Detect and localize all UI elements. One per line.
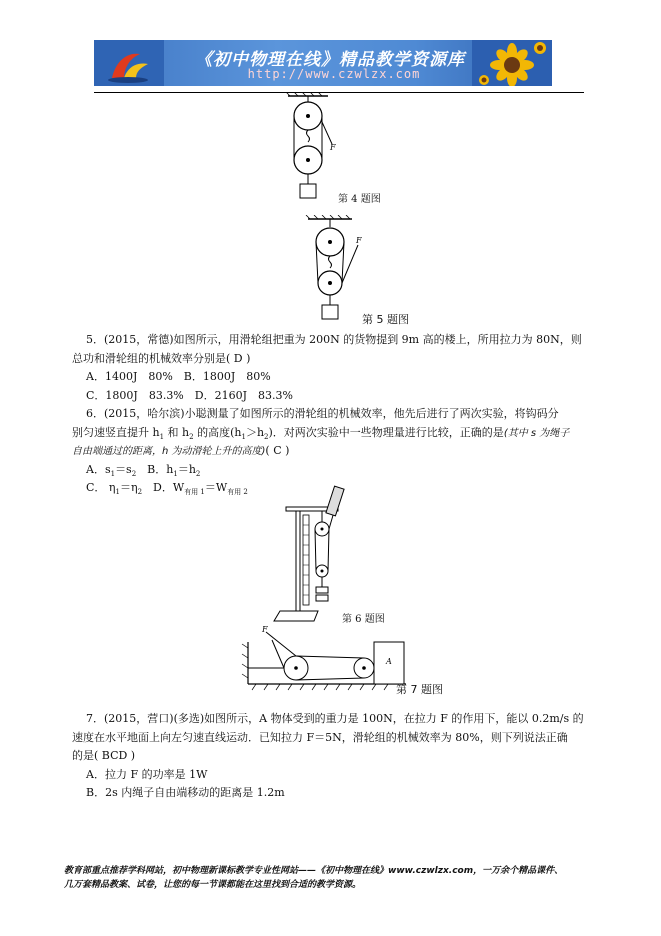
q5-options-ab: A．1400J 80% B．1800J 80% [86, 370, 271, 383]
figure-5-pulley-diagram [300, 215, 380, 325]
q6-line-3: 自由端通过的距离，h 为动滑轮上升的高度)( C ) [72, 444, 290, 457]
figure-7-pulley-diagram [236, 624, 406, 694]
q5-line-1: 5．(2015，常德)如图所示，用滑轮组把重为 200N 的货物提到 9m 高的楼上，所用拉力为 80N，则 [86, 333, 582, 346]
figure-7-caption: 第 7 题图 [396, 683, 443, 696]
banner-url: http://www.czwlzx.com [247, 67, 421, 81]
q7-line-2: 速度在水平地面上向左匀速直线运动．已知拉力 F＝5N，滑轮组的机械效率为 80%，则下列说法正确 [72, 730, 568, 744]
q7-option-a: A．拉力 F 的功率是 1W [86, 767, 208, 781]
q6-line-2: 别匀速竖直提升 $h_1$ 和 $h_2$ 的高度$(h_1>h_2)$．对两次实验中一些物理量进行比较，正确的是(其中 s 为绳子 [72, 425, 570, 441]
figure-4-label-f: F [330, 143, 336, 152]
page-footer [64, 864, 604, 892]
q6-options-ab: A．$s_1=s_2$ B．$h_1=h_2$ [86, 462, 201, 478]
question-6 [72, 405, 592, 498]
q7-option-b: B．2s 内绳子自由端移动的距离是 1.2m [86, 786, 285, 799]
q6-line-1: 6．(2015，哈尔滨)小聪测量了如图所示的滑轮组的机械效率，他先后进行了两次实验，将钩码分 [86, 407, 559, 420]
q5-line-2: 总功和滑轮组的机械效率分别是( D ) [72, 351, 251, 365]
figure-4-pulley-diagram [280, 92, 360, 202]
figure-5-caption: 第 5 题图 [362, 313, 409, 326]
q6-options-cd: C． $\eta_1=\eta_2$ D．$W_{有用 1}=W_{有用 2}$ [86, 481, 248, 497]
footer-line-2: 几万套精品教案、试卷，让您的每一节课都能在这里找到合适的教学资源。 [64, 880, 362, 890]
figure-7-label-a: A [386, 657, 392, 666]
sunflower-image [472, 40, 552, 86]
question-5 [72, 331, 592, 405]
figure-6-experiment-diagram [270, 485, 380, 625]
footer-line-1: 教育部重点推荐学科网站，初中物理新课标教学专业性网站——《初中物理在线》www.czwlzx.com，一万余个精品课件、 [64, 866, 564, 876]
figure-4-caption: 第 4 题图 [338, 194, 381, 205]
site-logo [94, 40, 164, 86]
figure-5-label-f: F [356, 236, 362, 245]
q7-line-3: 的是( BCD ) [72, 749, 136, 762]
figure-6-caption: 第 6 题图 [342, 614, 385, 625]
q7-line-1: 7．(2015，营口)(多选)如图所示，A 物体受到的重力是 100N，在拉力 F 的作用下，能以 0.2m/s 的 [86, 712, 584, 725]
question-7 [72, 710, 592, 803]
header-banner [94, 40, 552, 86]
figure-7-label-f: F [262, 625, 268, 634]
banner-title: 《初中物理在线》精品教学资源库 [195, 50, 465, 70]
q5-options-cd: C．1800J 83.3% D．2160J 83.3% [86, 388, 293, 402]
